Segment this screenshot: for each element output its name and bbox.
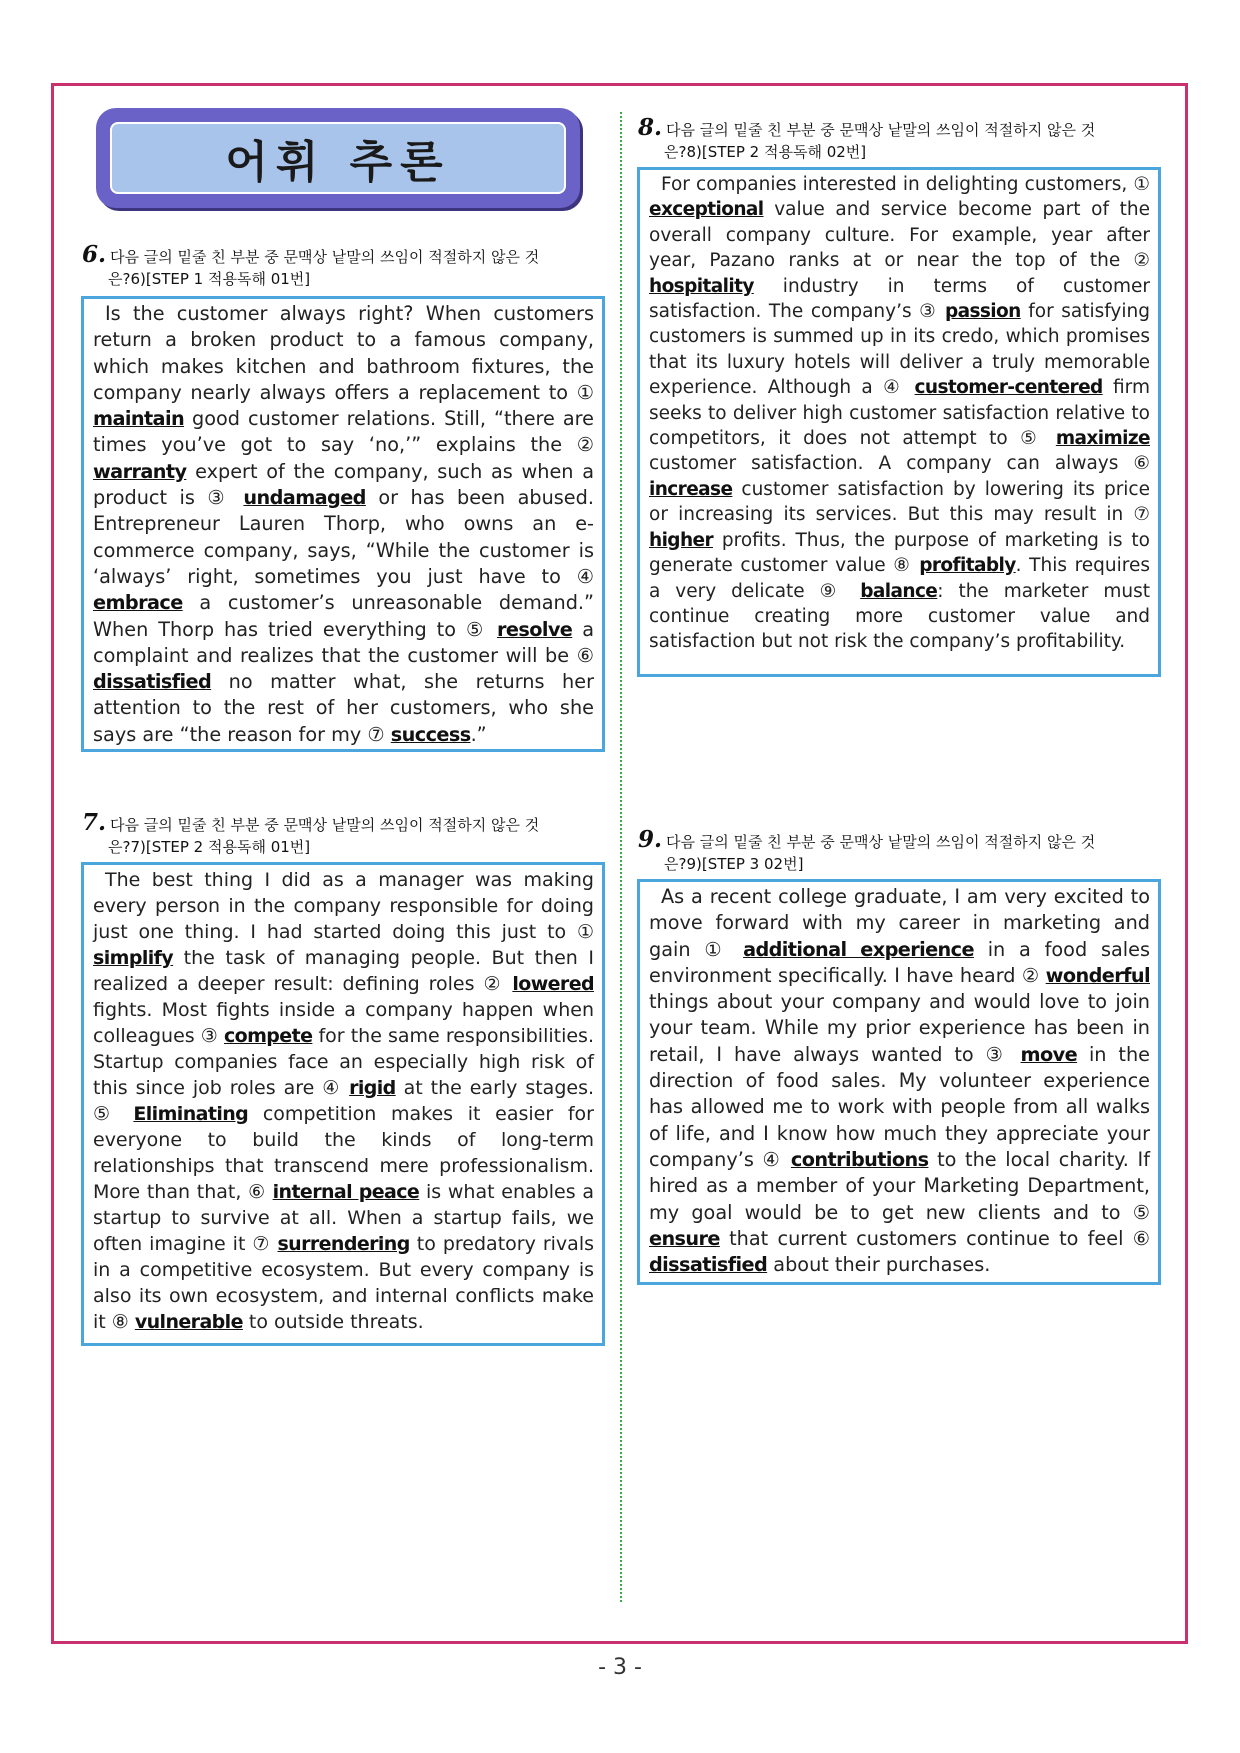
passage-text: is what enables a startup to survive at all. When a startup fails, we often imagine it ⑦ [93,1181,594,1255]
underlined-word: passion [944,301,1021,323]
underlined-word: profitably [919,555,1016,577]
passage-text: for the same responsibilities. Startup companies face an especially high risk of this since job roles are ④ [93,1025,594,1099]
passage-text: to predatory rivals in a competitive ecosystem. But every company is also its own ecosystem, and internal conflicts make it ⑧ [93,1233,594,1333]
passage-text: about their purchases. [767,1253,991,1277]
question-6-prompt [82,241,602,290]
passage-text: competition makes it easier for everyone to build the kinds of long-term relationships that transcend mere professionalism. More than that, ⑥ [93,1103,594,1203]
passage-text: profits. Thus, the purpose of marketing is to generate customer value ⑧ [649,529,1150,577]
passage-text: at the early stages. ⑤ [93,1077,595,1125]
prompt-line2: 은?6)[STEP 1 적용독해 01번] [108,270,311,288]
prompt-line2: 은?8)[STEP 2 적용독해 02번] [664,143,867,161]
passage-text: customer satisfaction by lowering its price or increasing its services. But this may result in ⑦ [649,478,1150,526]
passage-text: value and service become part of the overall company culture. For example, year after year, Pazano ranks at or near the top of the ② [649,199,1150,272]
prompt-line1: 다음 글의 밑줄 친 부분 중 문맥상 낱말의 쓰임이 적절하지 않은 것 [110,816,540,834]
underlined-word: maximize [1055,428,1150,450]
prompt-line1: 다음 글의 밑줄 친 부분 중 문맥상 낱말의 쓰임이 적절하지 않은 것 [666,121,1096,139]
question-number: 7. [82,809,107,836]
underlined-word: additional experience [743,937,974,961]
underlined-word: hospitality [649,275,754,297]
column-divider [620,112,622,1602]
underlined-word: wonderful [1045,963,1150,987]
question-7-passage [81,862,605,1346]
passage-text: Is the customer always right? When customers return a broken product to a famous company, which makes kitchen and bathroom fixtures, the company nearly always offers a replacement to ① [93,302,594,404]
passage-text: for satisfying customers is summed up in its credo, which promises that its luxury hotels will deliver a truly memorable experience. Although a ④ [649,301,1150,399]
underlined-word: vulnerable [134,1311,243,1333]
underlined-word: exceptional [649,199,764,221]
underlined-word: internal peace [272,1181,420,1203]
prompt-line2: 은?9)[STEP 3 02번] [664,855,804,873]
question-number: 6. [82,241,107,268]
passage-text: good customer relations. Still, “there are times you’ve got to say ‘no,’” explains the ② [93,407,594,457]
underlined-word: embrace [93,591,183,615]
underlined-word: balance [860,580,938,602]
passage-text: to the local charity. If hired as a member of your Marketing Department, my goal would be to get new clients and to ⑤ [649,1147,1150,1224]
underlined-word: compete [223,1025,313,1047]
underlined-word: rigid [349,1077,396,1099]
passage-text: in the direction of food sales. My volunteer experience has allowed me to work with people from all walks of life, and I know how much they appreciate your company’s ④ [649,1042,1150,1171]
section-title-inner [110,122,566,194]
section-title: 어휘 추론 [225,137,451,188]
passage-text: a complaint and realizes that the customer will be ⑥ [93,617,594,667]
passage-text: in a food sales environment specifically. I have heard ② [649,937,1150,987]
passage-text: a customer’s unreasonable demand.” When Thorp has tried everything to ⑤ [93,591,594,641]
passage-text: industry in terms of customer satisfaction. The company’s ③ [649,275,1150,323]
passage-text: . This requires a very delicate ⑨ [649,555,1150,602]
underlined-word: contributions [790,1147,929,1171]
passage-text: expert of the company, such as when a product is ③ [93,459,594,510]
underlined-word: dissatisfied [93,670,212,694]
underlined-word: undamaged [243,486,366,510]
passage-text: .” [470,722,487,746]
page-number: - 3 - [598,1655,642,1680]
underlined-word: maintain [93,407,185,431]
underlined-word: higher [649,529,713,551]
passage-text: the task of managing people. But then I realized a deeper result: defining roles ② [93,947,594,995]
underlined-word: dissatisfied [649,1253,768,1277]
underlined-word: surrendering [277,1233,410,1255]
passage-text: to outside threats. [242,1311,424,1333]
prompt-line2: 은?7)[STEP 2 적용독해 01번] [108,838,311,856]
prompt-line1: 다음 글의 밑줄 친 부분 중 문맥상 낱말의 쓰임이 적절하지 않은 것 [110,248,540,266]
question-6-passage [81,296,605,752]
question-7-prompt [82,809,602,858]
passage-text: As a recent college graduate, I am very excited to move forward with my career in marketing and gain ① [649,885,1150,961]
section-title-banner [96,108,580,208]
underlined-word: increase [649,478,733,500]
passage-text: customer satisfaction. A company can always ⑥ [649,453,1150,475]
underlined-word: warranty [93,459,187,483]
underlined-word: resolve [497,617,573,641]
underlined-word: lowered [512,973,594,995]
underlined-word: move [1020,1042,1078,1066]
passage-text: things about your company and would love to join your team. While my prior experience has been in retail, I have always wanted to ③ [649,990,1150,1066]
prompt-line1: 다음 글의 밑줄 친 부분 중 문맥상 낱말의 쓰임이 적절하지 않은 것 [666,833,1096,851]
question-9-passage [637,879,1161,1285]
question-number: 8. [638,114,663,141]
question-number: 9. [638,826,663,853]
passage-text: firm seeks to deliver high customer satisfaction relative to competitors, it does not attempt to ⑤ [649,377,1150,450]
question-9-prompt [638,826,1158,875]
passage-text: The best thing I did as a manager was making every person in the company responsible for doing just one thing. I had started doing this just to ① [93,869,594,943]
passage-text: fights. Most fights inside a company happen when colleagues ③ [93,999,594,1047]
passage-text: or has been abused. Entrepreneur Lauren Thorp, who owns an e-commerce company, says, “While the customer is ‘always’ right, sometimes you just have to ④ [93,486,594,588]
underlined-word: simplify [93,947,174,969]
underlined-word: ensure [649,1226,720,1250]
underlined-word: customer-centered [914,377,1103,399]
passage-text: For companies interested in delighting customers, ① [661,174,1150,195]
underlined-word: Eliminating [133,1103,249,1125]
passage-text: : the marketer must continue creating more customer value and satisfaction but not risk the company’s profitability. [649,580,1150,653]
passage-text: no matter what, she returns her attention to the rest of her customers, who she says are “the reason for my ⑦ [93,670,594,746]
question-8-prompt [638,114,1158,163]
underlined-word: success [390,722,471,746]
passage-text: that current customers continue to feel ⑥ [719,1226,1150,1250]
question-8-passage [637,167,1161,677]
